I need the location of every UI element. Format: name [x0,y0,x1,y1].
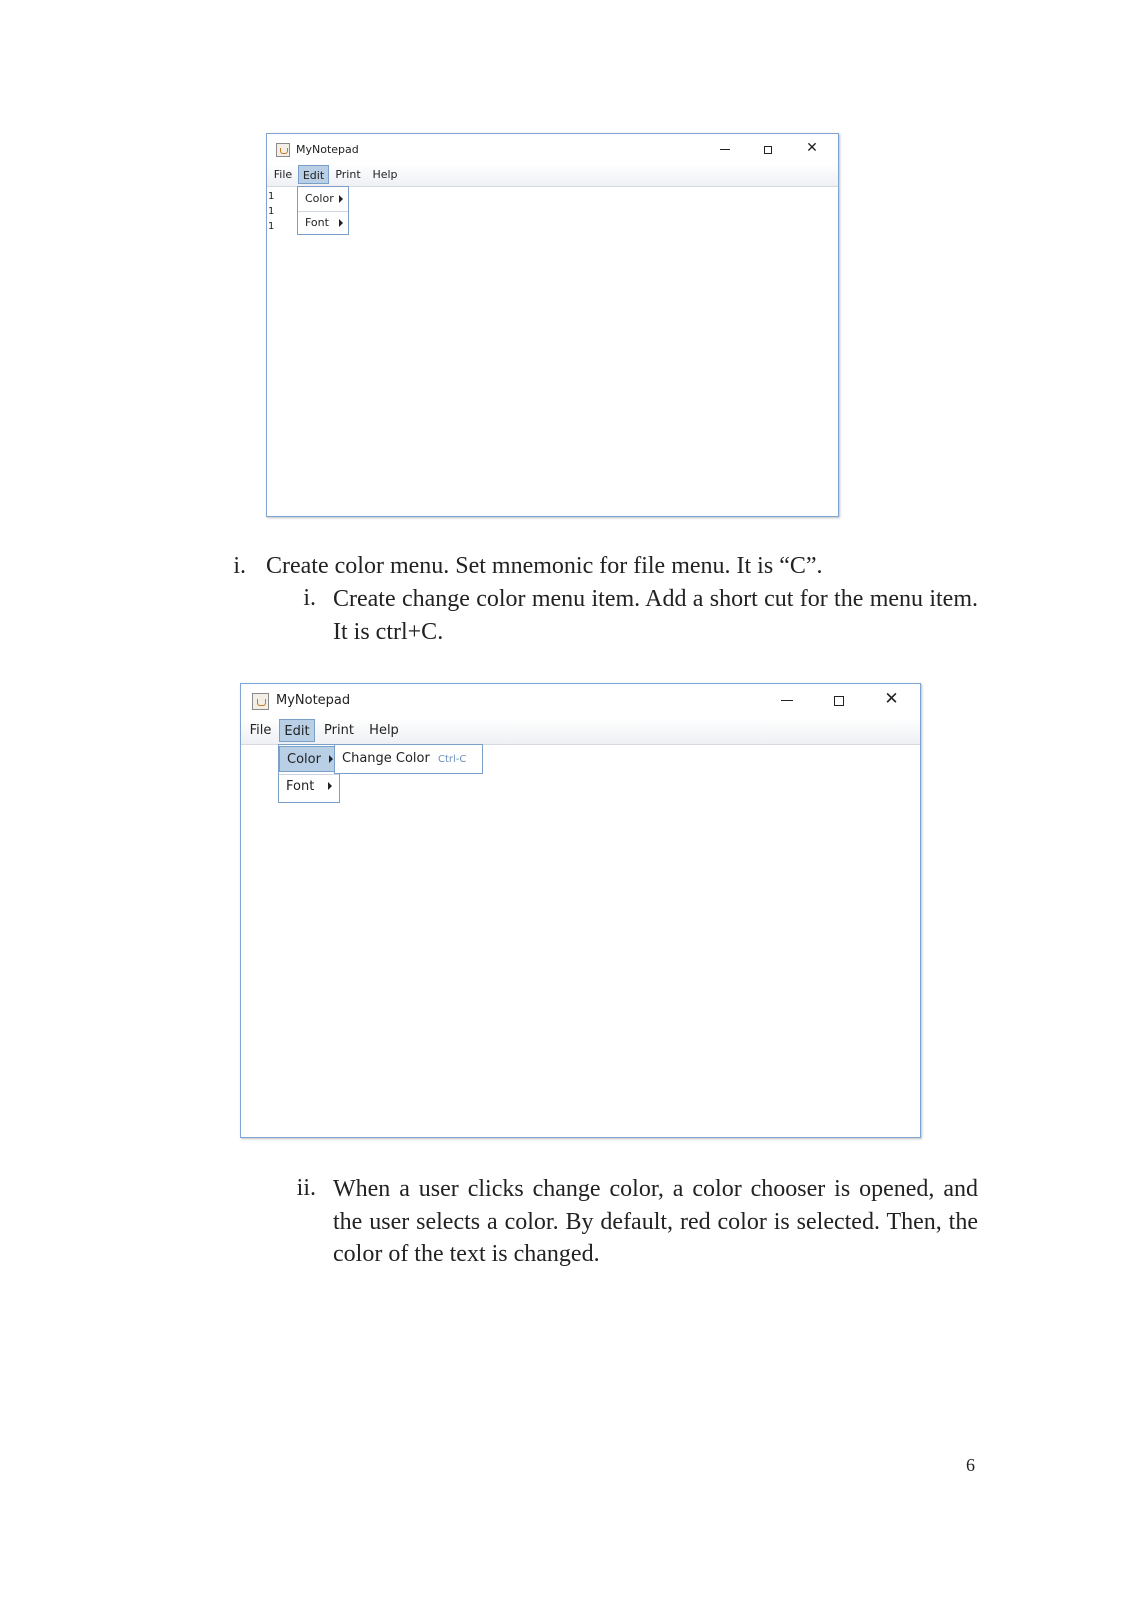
notepad-window-2 [240,683,921,1138]
page-number: 6 [966,1455,975,1475]
edit-popup-menu [278,744,340,803]
maximize-icon[interactable] [832,694,846,708]
submenu-arrow-icon [329,755,333,763]
menu-bar [267,164,838,187]
window-title: MyNotepad [296,143,359,156]
menu-print[interactable]: Print [324,723,354,738]
menu-bar [241,718,920,745]
popup-item-color[interactable]: Color [298,192,348,205]
edit-popup-menu [297,186,349,235]
menu-help[interactable]: Help [369,723,399,738]
menu-edit[interactable]: Edit [279,719,315,742]
list-marker: i. [233,553,246,579]
menu-edit[interactable]: Edit [298,165,329,184]
menu-file[interactable]: File [273,168,293,181]
notepad-window-1 [266,133,839,517]
popup-item-font[interactable]: Font [279,779,339,794]
shortcut-label: Ctrl-C [438,754,467,765]
caption-change-color-item: Create change color menu item. Add a short cut for the menu item. It is ctrl+C. [333,586,978,645]
java-app-icon [252,693,269,710]
minimize-icon[interactable] [781,697,793,703]
text-line: 1 [268,206,275,217]
color-submenu [334,744,483,774]
menu-print[interactable]: Print [335,168,361,181]
close-icon[interactable]: ✕ [884,689,899,709]
text-line: 1 [268,191,275,202]
caption-create-color-menu: Create color menu. Set mnemonic for file menu. It is “C”. [266,553,823,579]
menu-help[interactable]: Help [372,168,398,181]
java-app-icon [276,143,290,157]
menu-file[interactable]: File [249,723,272,738]
maximize-icon[interactable] [762,144,774,156]
menu-separator [279,774,339,775]
submenu-arrow-icon [339,195,343,203]
submenu-arrow-icon [339,219,343,227]
caption-color-chooser: When a user clicks change color, a color chooser is opened, and the user selects a color. By default, red color is selected. Then, the color of the text is changed. [333,1176,978,1267]
close-icon[interactable]: ✕ [806,140,818,156]
list-marker: ii. [296,1175,316,1201]
text-line: 1 [268,221,275,232]
popup-item-color[interactable]: Color [279,746,339,772]
submenu-item-change-color[interactable]: Change Color Ctrl-C [342,751,467,766]
list-marker: i. [303,585,316,611]
menu-separator [298,211,348,212]
editor-text[interactable] [268,189,274,234]
popup-item-font[interactable]: Font [298,216,348,229]
submenu-arrow-icon [328,782,332,790]
minimize-icon[interactable] [720,146,730,152]
title-bar[interactable] [241,684,920,718]
window-title: MyNotepad [276,693,351,708]
title-bar[interactable] [267,134,838,164]
